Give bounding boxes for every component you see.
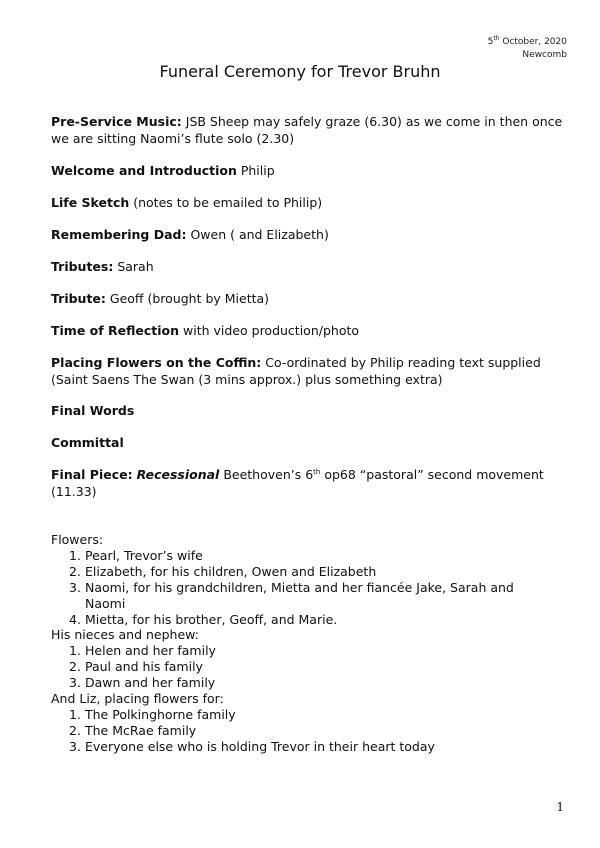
- program-text: with video production/photo: [179, 323, 360, 338]
- list-item: 3. Dawn and her family: [69, 675, 216, 690]
- list-item-text: Pearl, Trevor’s wife: [85, 548, 203, 563]
- program-label: Remembering Dad:: [51, 227, 187, 242]
- program-label: Tribute:: [51, 291, 106, 306]
- list-item-text: Mietta, for his brother, Geoff, and Marie.: [85, 612, 338, 627]
- program-text: Co-ordinated by Philip reading text supplied (Saint Saens The Swan (3 mins approx.) plus something extra): [51, 355, 541, 387]
- program-label: Life Sketch: [51, 195, 130, 210]
- liz-heading: And Liz, placing flowers for:: [51, 691, 224, 706]
- list-item-text: Paul and his family: [85, 659, 203, 674]
- final-piece-italic-label: Recessional: [136, 467, 220, 482]
- list-item: 2. The McRae family: [69, 723, 197, 738]
- list-item: 1. Helen and her family: [69, 643, 216, 658]
- program-label: Time of Reflection: [51, 323, 180, 338]
- program-item: [51, 290, 571, 307]
- flowers-list-3: [51, 707, 551, 755]
- date-suffix: th: [493, 35, 500, 42]
- list-item-text: Naomi, for his grandchildren, Mietta and her fiancée Jake, Sarah and Naomi: [85, 580, 514, 611]
- program-text: JSB Sheep may safely graze (6.30) as we come in then once we are sitting Naomi’s flute solo (2.30): [51, 114, 563, 146]
- flowers-heading: Flowers:: [51, 532, 104, 547]
- list-item: 2. Paul and his family: [69, 659, 203, 674]
- program-item: [51, 226, 571, 243]
- date-day: 5: [487, 37, 494, 47]
- program-label: Tributes:: [51, 259, 114, 274]
- page-number: 1: [556, 800, 564, 814]
- final-piece-label: Final Piece:: [51, 467, 133, 482]
- list-item-text: Dawn and her family: [85, 675, 216, 690]
- list-item-text: Everyone else who is holding Trevor in their heart today: [85, 739, 435, 754]
- program-text: Philip: [236, 163, 275, 178]
- final-piece-text-a: Beethoven’s 6: [219, 467, 314, 482]
- program-text: (notes to be emailed to Philip): [129, 195, 323, 210]
- program-item: [51, 354, 571, 388]
- list-item-text: The McRae family: [85, 723, 197, 738]
- program-item: [51, 162, 571, 179]
- program-label: Placing Flowers on the Coffin:: [51, 355, 262, 370]
- location: Newcomb: [522, 50, 567, 60]
- program-item: [51, 113, 571, 147]
- flowers-list-2: [51, 643, 551, 691]
- list-item: 3. Everyone else who is holding Trevor in their heart today: [69, 739, 435, 754]
- list-item-text: The Polkinghorne family: [85, 707, 236, 722]
- list-item: 3. Naomi, for his grandchildren, Mietta and her fiancée Jake, Sarah and Naomi: [69, 580, 514, 611]
- list-item: 4. Mietta, for his brother, Geoff, and Marie.: [69, 612, 338, 627]
- final-piece-sup: th: [313, 467, 321, 476]
- list-item: 2. Elizabeth, for his children, Owen and Elizabeth: [69, 564, 377, 579]
- date-location-block: [488, 36, 567, 62]
- program-label: Committal: [51, 435, 124, 450]
- program-item: [51, 322, 571, 339]
- program-item: [51, 402, 571, 419]
- date-rest: October, 2020: [499, 37, 567, 47]
- date-line: [488, 36, 567, 49]
- program-item: [51, 194, 571, 211]
- program-item: [51, 258, 571, 275]
- program-text: Sarah: [113, 259, 154, 274]
- program-label: Pre-Service Music:: [51, 114, 182, 129]
- program-label: Final Words: [51, 403, 135, 418]
- program-item: [51, 434, 571, 451]
- page-title: Funeral Ceremony for Trevor Bruhn: [159, 62, 441, 81]
- final-piece-text-b: op68 “pastoral” second movement (11.33): [51, 467, 544, 499]
- program-text: Owen ( and Elizabeth): [186, 227, 329, 242]
- list-item: 1. The Polkinghorne family: [69, 707, 236, 722]
- list-item-text: Helen and her family: [85, 643, 216, 658]
- nieces-heading: His nieces and nephew:: [51, 627, 199, 642]
- list-item-text: Elizabeth, for his children, Owen and Elizabeth: [85, 564, 377, 579]
- program-text: Geoff (brought by Mietta): [105, 291, 270, 306]
- flowers-list-1: [51, 548, 551, 628]
- program-label: Welcome and Introduction: [51, 163, 237, 178]
- final-piece-item: [51, 466, 571, 500]
- list-item: 1. Pearl, Trevor’s wife: [69, 548, 203, 563]
